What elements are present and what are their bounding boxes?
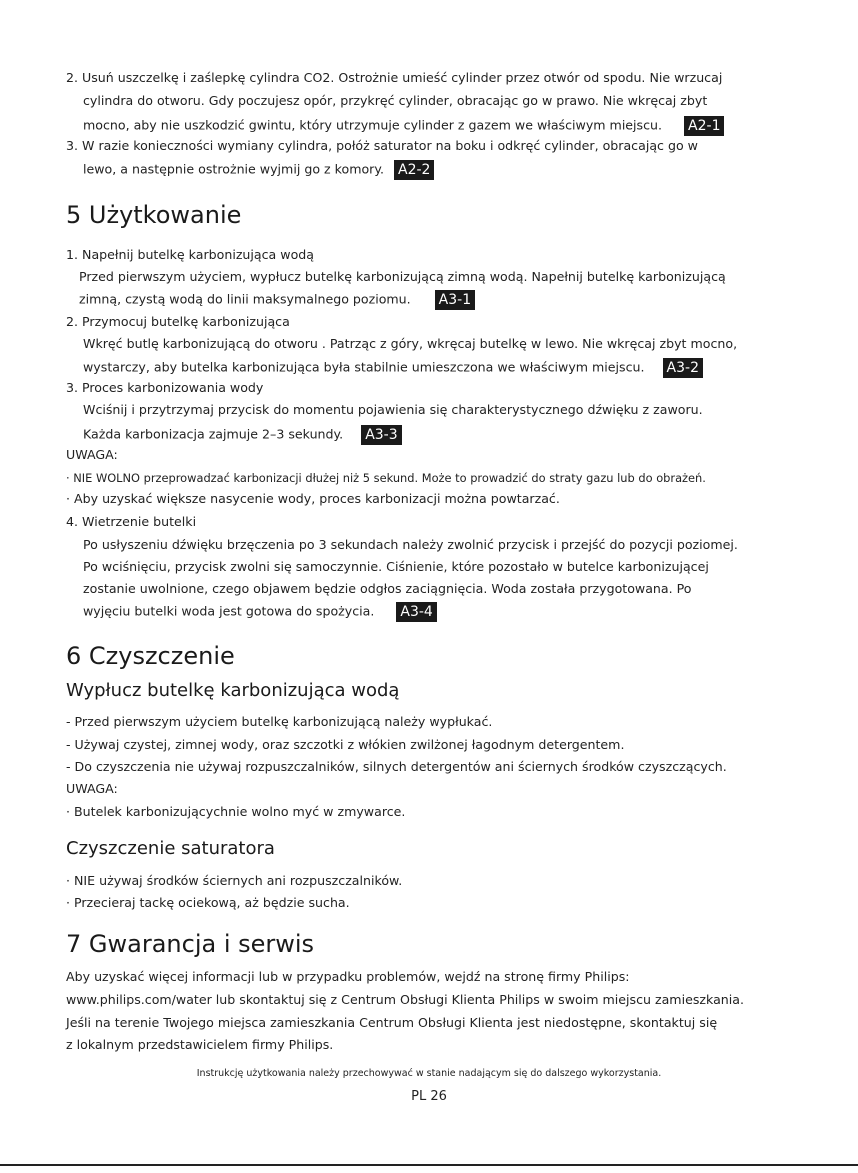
footer-note: Instrukcję użytkowania należy przechowywać w stanie nadającym się do dalszego wykorzystania.	[196, 1068, 662, 1079]
section-heading-cleaning: 6 Czyszczenie	[66, 642, 235, 670]
note-text: · NIE WOLNO przeprowadzać karbonizacji dłużej niż 5 sekund. Może to prowadzić do straty gazu lub do obrażeń.	[66, 471, 706, 485]
figure-ref-badge: A2-2	[394, 160, 434, 180]
note-label: UWAGA:	[66, 447, 118, 462]
bottom-divider	[0, 1164, 858, 1166]
step-text: Wkręć butlę karbonizującą do otworu . Patrząc z góry, wkręcaj butelkę w lewo. Nie wkręcaj zbyt mocno,	[83, 336, 738, 351]
step-title: 1. Napełnij butelkę karbonizująca wodą	[66, 247, 314, 262]
intro-line: cylindra do otworu. Gdy poczujesz opór, przykręć cylinder, obracając go w prawo. Nie wkręcaj zbyt	[83, 93, 708, 108]
figure-ref-badge: A3-3	[361, 425, 401, 445]
list-item: - Używaj czystej, zimnej wody, oraz szczotki z włókien zwilżonej łagodnym detergentem.	[66, 737, 625, 752]
figure-ref-badge: A3-1	[435, 290, 475, 310]
step-text: zostanie uwolnione, czego objawem będzie odgłos zaciągnięcia. Woda została przygotowana. Po	[83, 581, 692, 596]
step-title: 4. Wietrzenie butelki	[66, 514, 197, 529]
note-text: · Aby uzyskać większe nasycenie wody, proces karbonizacji można powtarzać.	[66, 491, 560, 506]
note-label: UWAGA:	[66, 781, 118, 796]
figure-ref-badge: A3-2	[663, 358, 703, 378]
step-text: Po usłyszeniu dźwięku brzęczenia po 3 sekundach należy zwolnić przycisk i przejść do pozycji poziomej.	[83, 537, 738, 552]
step-text: Po wciśnięciu, przycisk zwolni się samoczynnie. Ciśnienie, które pozostało w butelce karbonizującej	[83, 559, 709, 574]
subsection-heading: Wypłucz butelkę karbonizująca wodą	[66, 680, 400, 701]
step-text: Przed pierwszym użyciem, wypłucz butelkę karbonizującą zimną wodą. Napełnij butelkę karbonizującą	[79, 269, 726, 284]
intro-line: 2. Usuń uszczelkę i zaślepkę cylindra CO2. Ostrożnie umieść cylinder przez otwór od spodu. Nie wrzucaj	[66, 70, 723, 85]
intro-line: 3. W razie konieczności wymiany cylindra, połóż saturator na boku i odkręć cylinder, obracając go w	[66, 138, 698, 153]
list-item: · NIE używaj środków ściernych ani rozpuszczalników.	[66, 873, 403, 888]
paragraph-line: Jeśli na terenie Twojego miejsca zamieszkania Centrum Obsługi Klienta jest niedostępne, skontaktuj się	[66, 1015, 718, 1030]
subsection-heading: Czyszczenie saturatora	[66, 838, 275, 859]
step-text: Wciśnij i przytrzymaj przycisk do momentu pojawienia się charakterystycznego dźwięku z zaworu.	[83, 402, 703, 417]
list-item: - Przed pierwszym użyciem butelkę karbonizującą należy wypłukać.	[66, 714, 493, 729]
section-heading-usage: 5 Użytkowanie	[66, 201, 242, 229]
list-item: - Do czyszczenia nie używaj rozpuszczalników, silnych detergentów ani ściernych środków czyszczących.	[66, 759, 727, 774]
page-number: PL 26	[411, 1089, 447, 1104]
step-text: wystarczy, aby butelka karbonizująca była stabilnie umieszczona we właściwym miejscu. A3-2	[83, 358, 703, 378]
intro-line: lewo, a następnie ostrożnie wyjmij go z komory. A2-2	[83, 160, 434, 180]
note-text: · Butelek karbonizującychnie wolno myć w zmywarce.	[66, 804, 406, 819]
paragraph-line: Aby uzyskać więcej informacji lub w przypadku problemów, wejdź na stronę firmy Philips:	[66, 969, 630, 984]
step-title: 2. Przymocuj butelkę karbonizująca	[66, 314, 290, 329]
step-text: Każda karbonizacja zajmuje 2–3 sekundy. A3-3	[83, 425, 402, 445]
paragraph-line: www.philips.com/water lub skontaktuj się z Centrum Obsługi Klienta Philips w swoim miejscu zamieszkania.	[66, 992, 744, 1007]
step-text: wyjęciu butelki woda jest gotowa do spożycia. A3-4	[83, 602, 437, 622]
paragraph-line: z lokalnym przedstawicielem firmy Philips.	[66, 1037, 334, 1052]
figure-ref-badge: A3-4	[396, 602, 436, 622]
step-title: 3. Proces karbonizowania wody	[66, 380, 264, 395]
figure-ref-badge: A2-1	[684, 116, 724, 136]
intro-line: mocno, aby nie uszkodzić gwintu, który utrzymuje cylinder z gazem we właściwym miejscu. A2-1	[83, 116, 724, 136]
list-item: · Przecieraj tackę ociekową, aż będzie sucha.	[66, 895, 350, 910]
step-text: zimną, czystą wodą do linii maksymalnego poziomu. A3-1	[79, 290, 475, 310]
section-heading-warranty: 7 Gwarancja i serwis	[66, 930, 315, 958]
